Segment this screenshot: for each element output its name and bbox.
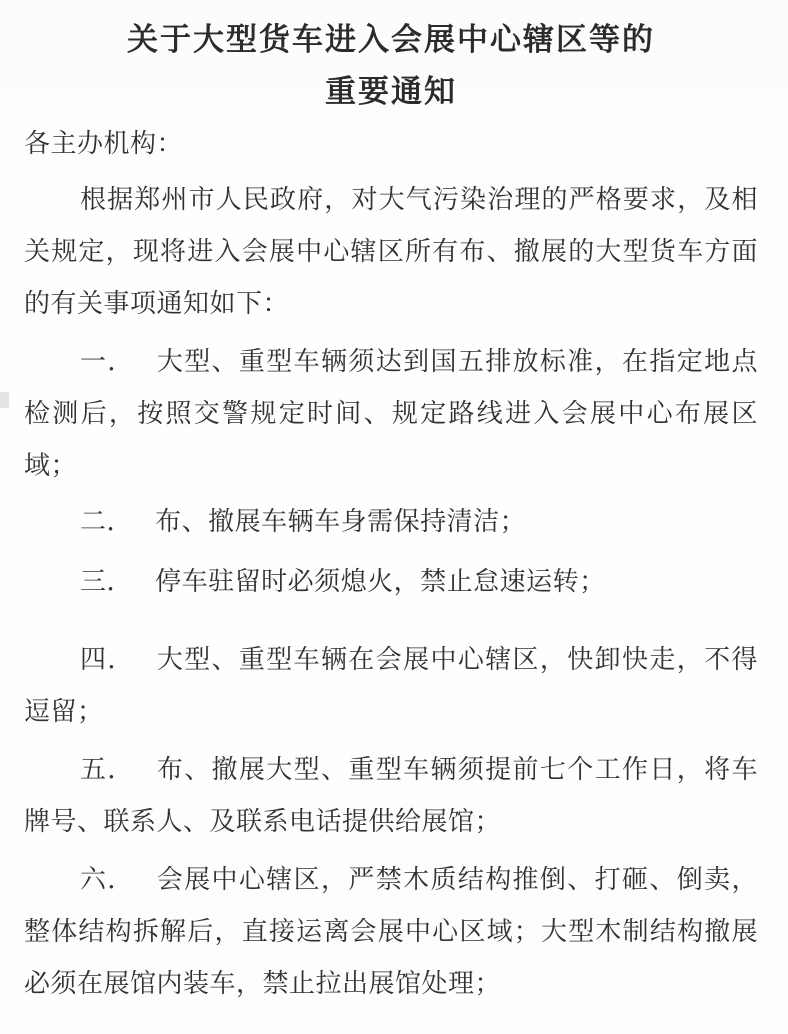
document-title-line-2: 重要通知 <box>325 74 457 109</box>
item-4-number: 四． <box>80 645 135 674</box>
item-1-number: 一． <box>80 347 135 376</box>
salutation: 各主办机构： <box>24 129 184 158</box>
notice-item-3 <box>24 556 758 608</box>
notice-item-6 <box>24 854 758 1010</box>
item-2-number: 二． <box>80 507 134 536</box>
item-2-text: 布、撤展车辆车身需保持清洁； <box>155 507 527 536</box>
item-3-number: 三． <box>80 567 134 596</box>
item-4-text: 大型、重型车辆在会展中心辖区，快卸快走，不得逗留； <box>24 645 758 726</box>
item-5-number: 五． <box>80 755 135 784</box>
item-1-text: 大型、重型车辆须达到国五排放标准，在指定地点检测后，按照交警规定时间、规定路线进入会展中心布展区域； <box>24 347 758 480</box>
item-5-text: 布、撤展大型、重型车辆须提前七个工作日，将车牌号、联系人、及联系电话提供给展馆； <box>24 755 758 836</box>
notice-item-5 <box>24 744 758 848</box>
item-6-number: 六． <box>80 865 135 894</box>
notice-item-2 <box>24 496 758 548</box>
intro-paragraph: 根据郑州市人民政府，对大气污染治理的严格要求，及相关规定，现将进入会展中心辖区所有布、撤展的大型货车方面的有关事项通知如下： <box>24 185 758 318</box>
item-6-text: 会展中心辖区，严禁木质结构推倒、打砸、倒卖，整体结构拆解后，直接运离会展中心区域；大型木制结构撤展必须在展馆内装车，禁止拉出展馆处理； <box>24 865 758 998</box>
document-title-line-1: 关于大型货车进入会展中心辖区等的 <box>127 22 655 57</box>
scan-artifact <box>0 392 9 408</box>
item-3-text: 停车驻留时必须熄火，禁止怠速运转； <box>155 567 606 596</box>
notice-item-1 <box>24 336 758 492</box>
notice-item-4 <box>24 634 758 738</box>
document-title <box>24 14 758 118</box>
